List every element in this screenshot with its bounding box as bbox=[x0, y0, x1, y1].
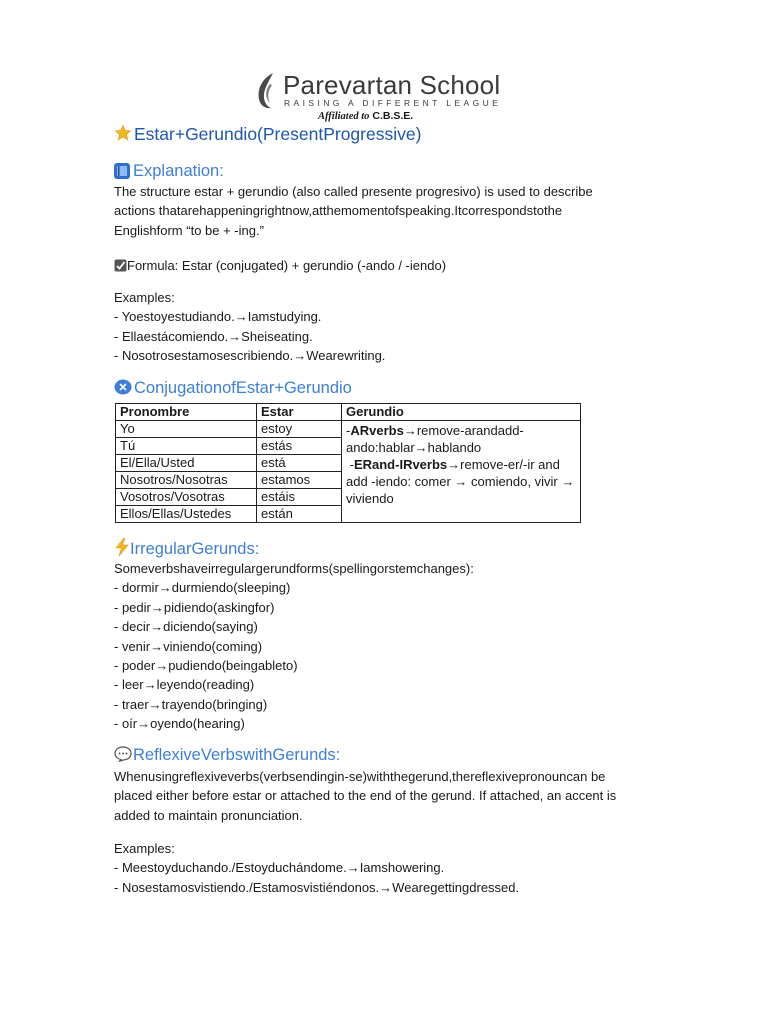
reflexive-line: Whenusingreflexiveverbs(verbsendingin-se)withthegerund,thereflexivepronouncan be bbox=[114, 769, 606, 784]
reflexive-heading-text: ReflexiveVerbswithGerunds: bbox=[133, 746, 341, 764]
estar-cell: está bbox=[257, 455, 342, 472]
reflexive-line: added to maintain pronunciation. bbox=[114, 807, 303, 823]
conjugation-table bbox=[115, 403, 581, 523]
estar-cell: estamos bbox=[257, 472, 342, 489]
reflexive-line: placed either before estar or attached to the end of the gerund. If attached, an accent is bbox=[114, 788, 617, 804]
column-header: Pronombre bbox=[116, 404, 257, 421]
ar-verbs-label: ARverbs bbox=[350, 423, 404, 438]
school-tagline: RAISING A DIFFERENT LEAGUE bbox=[284, 98, 502, 108]
pronoun-cell: Yo bbox=[116, 421, 257, 438]
examples-label: Examples: bbox=[114, 841, 175, 856]
conjugation-heading bbox=[114, 379, 352, 400]
column-header: Estar bbox=[257, 404, 342, 421]
affiliation-prefix: Affiliated to bbox=[318, 111, 370, 122]
star-icon bbox=[114, 124, 132, 147]
list-item: - dormir→durmiendo(sleeping) bbox=[114, 580, 291, 596]
example-item: - Yoestoyestudiando.→Iamstudying. bbox=[114, 309, 322, 325]
school-header bbox=[0, 66, 768, 122]
cross-mark-icon bbox=[114, 379, 132, 400]
checkbox-pencil-icon bbox=[114, 258, 127, 277]
lightning-icon bbox=[114, 538, 130, 561]
book-icon bbox=[114, 163, 130, 179]
table-header-row bbox=[116, 404, 581, 421]
column-header: Gerundio bbox=[342, 404, 581, 421]
affiliation-board: C.B.S.E. bbox=[372, 110, 414, 122]
explanation-heading bbox=[114, 162, 224, 181]
explanation-heading-text: Explanation: bbox=[133, 162, 224, 180]
irregular-intro: Someverbshaveirregulargerundforms(spellingorstemchanges): bbox=[114, 561, 474, 576]
explanation-examples bbox=[114, 288, 385, 366]
estar-cell: estáis bbox=[257, 489, 342, 506]
ar-verbs-rule: →remove-arandadd-ando:hablar→hablando bbox=[346, 423, 524, 455]
list-item: - decir→diciendo(saying) bbox=[114, 619, 258, 635]
example-item: - Meestoyduchando./Estoyduchándome.→Iamshowering. bbox=[114, 860, 445, 876]
example-item: - Ellaestácomiendo.→Sheiseating. bbox=[114, 328, 313, 344]
er-ir-verbs-rule: →remove-er/-ir and add -iendo: comer → comiendo, vivir → viviendo bbox=[346, 457, 575, 506]
explanation-line: The structure estar + gerundio (also called presente progresivo) is used to describe bbox=[114, 184, 593, 199]
er-ir-verbs-label: ERand-IRverbs bbox=[353, 457, 448, 472]
list-item: - poder→pudiendo(beingableto) bbox=[114, 658, 298, 674]
conjugation-heading-text: ConjugationofEstar+Gerundio bbox=[134, 379, 352, 397]
school-logo-icon bbox=[253, 72, 279, 110]
irregular-section bbox=[114, 559, 474, 734]
estar-cell: están bbox=[257, 506, 342, 523]
formula-text: Formula: Estar (conjugated) + gerundio (-ando / -iendo) bbox=[127, 258, 447, 273]
page-title bbox=[114, 124, 421, 147]
irregular-heading-text: IrregularGerunds: bbox=[130, 540, 260, 558]
pronoun-cell: Ellos/Ellas/Ustedes bbox=[116, 506, 257, 523]
explanation-line: Englishform “to be + -ing.” bbox=[114, 222, 264, 238]
pronoun-cell: Nosotros/Nosotras bbox=[116, 472, 257, 489]
page-title-text: Estar+Gerundio(PresentProgressive) bbox=[134, 124, 422, 144]
irregular-list bbox=[114, 578, 474, 733]
example-item: - Nosestamosvistiendo./Estamosvistiéndonos.→Wearegettingdressed. bbox=[114, 879, 520, 895]
reflexive-examples bbox=[114, 839, 519, 897]
school-name: Parevartan School bbox=[283, 70, 501, 100]
list-item: - venir→viniendo(coming) bbox=[114, 638, 263, 654]
estar-cell: estoy bbox=[257, 421, 342, 438]
affiliation bbox=[318, 110, 413, 122]
reflexive-paragraph bbox=[114, 767, 616, 825]
pronoun-cell: Tú bbox=[116, 438, 257, 455]
irregular-heading bbox=[114, 538, 259, 561]
list-item: - pedir→pidiendo(askingfor) bbox=[114, 599, 275, 615]
explanation-line: actions thatarehappeningrightnow,atthemomentofspeaking.Itcorrespondstothe bbox=[114, 203, 563, 219]
estar-cell: estás bbox=[257, 438, 342, 455]
list-item: - oír→oyendo(hearing) bbox=[114, 716, 245, 732]
speech-bubble-icon bbox=[114, 746, 132, 767]
example-item: - Nosotrosestamosescribiendo.→Wearewriting. bbox=[114, 348, 386, 364]
formula-line bbox=[114, 256, 446, 277]
gerundio-rules-cell: -ARverbs→remove-arandadd-ando:hablar→hablando -ERand-IRverbs→remove-er/-ir and add -iendo: comer → comiendo, vivir → viviendo bbox=[342, 421, 581, 523]
explanation-paragraph bbox=[114, 182, 593, 240]
pronoun-cell: Vosotros/Vosotras bbox=[116, 489, 257, 506]
list-item: - leer→leyendo(reading) bbox=[114, 677, 255, 693]
pronoun-cell: El/Ella/Usted bbox=[116, 455, 257, 472]
reflexive-heading bbox=[114, 746, 340, 767]
table-row bbox=[116, 421, 581, 438]
list-item: - traer→trayendo(bringing) bbox=[114, 696, 268, 712]
examples-label: Examples: bbox=[114, 290, 175, 305]
